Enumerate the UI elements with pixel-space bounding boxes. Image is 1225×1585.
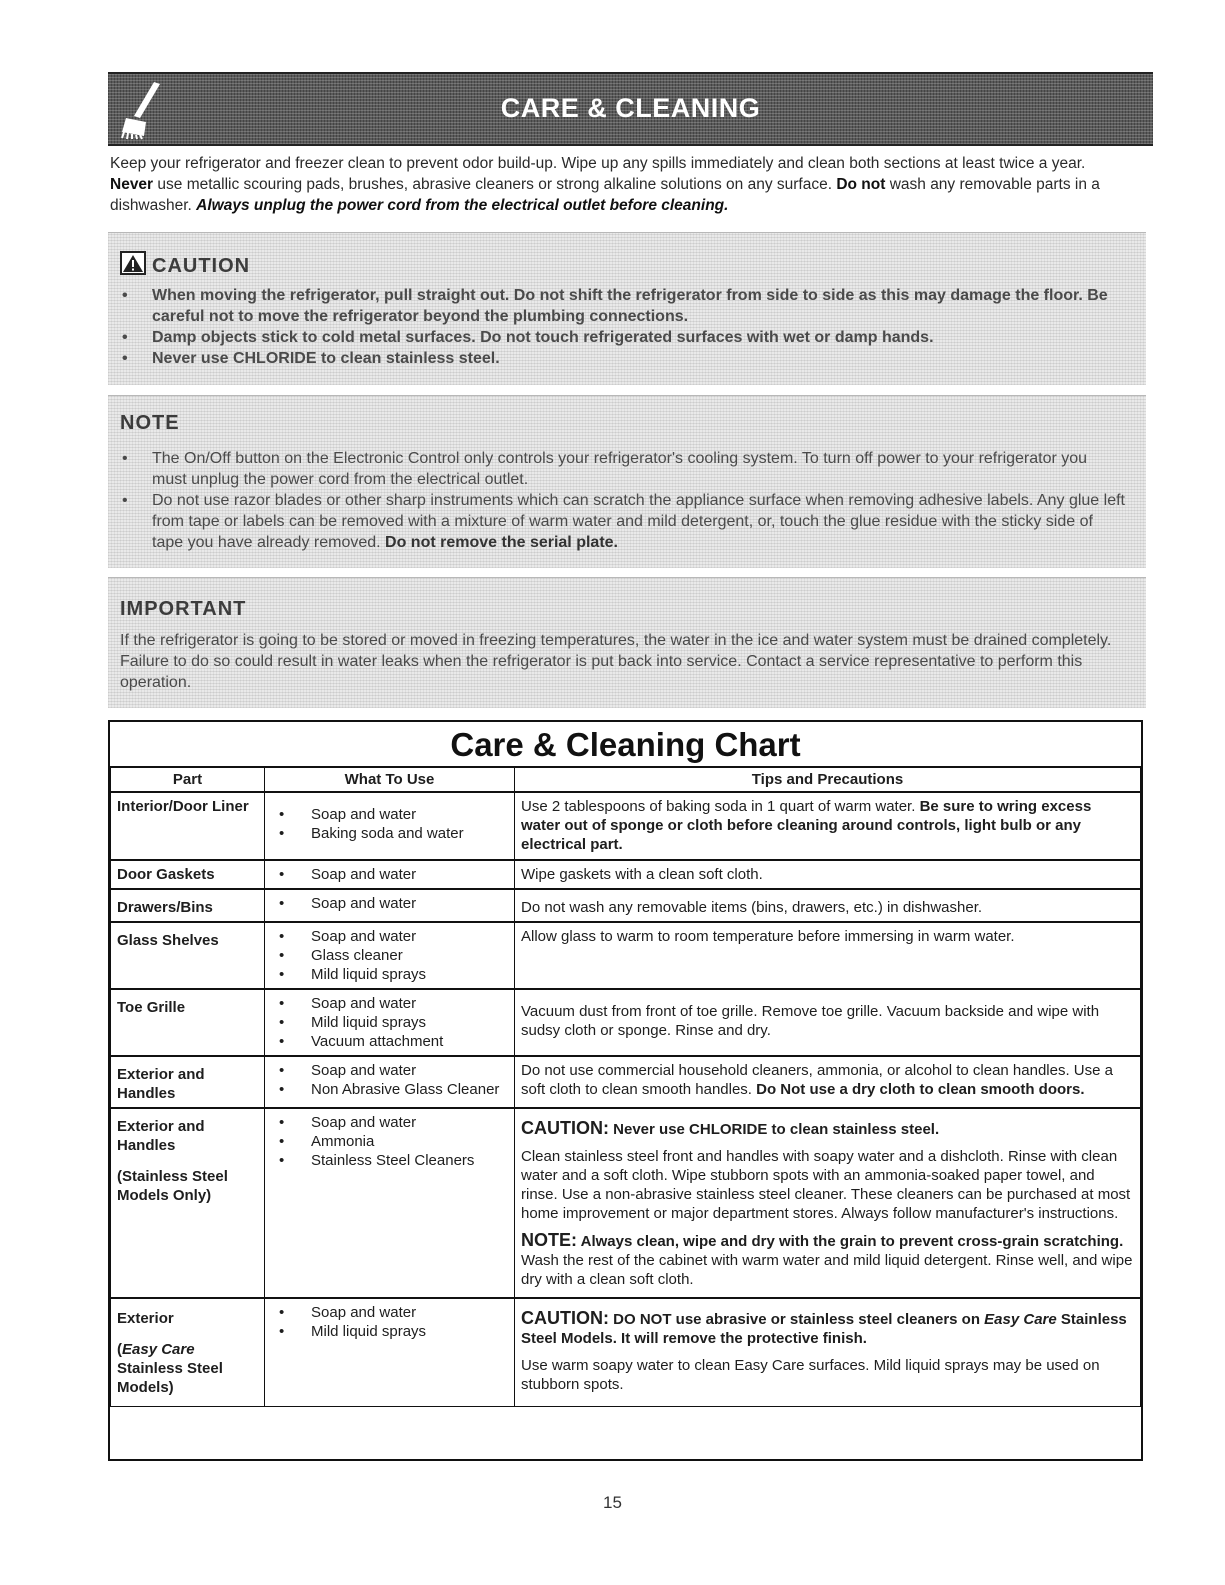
list-item: • Soap and water xyxy=(271,994,508,1013)
list-item: • Soap and water xyxy=(271,1113,508,1132)
tip-cell xyxy=(515,1108,1141,1298)
caution-title: CAUTION xyxy=(120,251,250,278)
tip-paragraph: Clean stainless steel front and handles with soapy water and a dishcloth. Rinse with clean water and a soft cloth. Wipe stubborn spots with an ammonia-soaked paper towel, and rinse. Use a non-abrasive stainless steel cleaner. These cleaners can be purchased at most home improvement or major department stores. Always follow manufacturer's instructions. xyxy=(521,1148,1131,1222)
list-item: • Glass cleaner xyxy=(271,946,508,965)
tip-cell: Do not use commercial household cleaners, ammonia, or alcohol to clean handles. Use a soft cloth to clean smooth handles. Do Not use a dry cloth to clean smooth doors. xyxy=(515,1056,1141,1108)
column-header: Tips and Precautions xyxy=(515,767,1141,792)
tip-cell: Use 2 tablespoons of baking soda in 1 quart of warm water. Be sure to wring excess water out of sponge or cloth before cleaning around controls, light bulb or any electrical part. xyxy=(515,792,1141,860)
list-item: • The On/Off button on the Electronic Control only controls your refrigerator's cooling system. To turn off power to your refrigerator you must unplug the power cord from the electrical outlet. xyxy=(116,448,1126,490)
part-cell: Exterior and Handles (Stainless Steel Models Only) xyxy=(111,1108,265,1298)
serial-plate-warning: Do not remove the serial plate. xyxy=(385,534,618,551)
table-row xyxy=(111,989,1141,1056)
list-item: • Never use CHLORIDE to clean stainless steel. xyxy=(116,348,1126,369)
important-title: IMPORTANT xyxy=(120,598,247,620)
use-cell xyxy=(265,989,515,1056)
list-item: • Soap and water xyxy=(271,865,508,884)
never-emphasis: Never xyxy=(110,176,154,193)
use-cell xyxy=(265,1056,515,1108)
section-banner xyxy=(108,72,1153,146)
use-cell xyxy=(265,792,515,860)
caution-note: CAUTION: Never use CHLORIDE to clean stainless steel. xyxy=(521,1118,940,1138)
intro-paragraph: Keep your refrigerator and freezer clean to prevent odor build-up. Wipe up any spills immediately and clean both sections at least twice a year. Never use metallic scouring pads, brushes, abrasive cleaners or strong alkaline solutions on any surface. Do not wash any removable parts in a dishwasher. Always unplug the power cord from the electrical outlet before cleaning. xyxy=(110,155,1100,214)
list-item: • Mild liquid sprays xyxy=(271,965,508,984)
table-row xyxy=(111,922,1141,989)
list-item: • Mild liquid sprays xyxy=(271,1322,508,1341)
part-cell: Door Gaskets xyxy=(111,860,265,889)
section-title: CARE & CLEANING xyxy=(500,93,761,123)
column-header: What To Use xyxy=(265,767,515,792)
do-not-emphasis: Do not xyxy=(836,176,886,193)
table-header-row xyxy=(111,767,1141,792)
caution-box xyxy=(108,232,1146,385)
tip-cell: Vacuum dust from front of toe grille. Remove toe grille. Vacuum backside and wipe with sudsy cloth or sponge. Rinse and dry. xyxy=(515,989,1141,1056)
table-row xyxy=(111,1108,1141,1298)
table-row xyxy=(111,860,1141,889)
warning-icon xyxy=(120,251,146,275)
tip-cell: Allow glass to warm to room temperature before immersing in warm water. xyxy=(515,922,1141,989)
part-cell: Interior/Door Liner xyxy=(111,792,265,860)
part-cell: Glass Shelves xyxy=(111,922,265,989)
list-item: • Damp objects stick to cold metal surfaces. Do not touch refrigerated surfaces with wet or damp hands. xyxy=(116,327,1126,348)
list-item: • Do not use razor blades or other sharp instruments which can scratch the appliance surface when removing adhesive labels. Any glue left from tape or labels can be removed with a mixture of warm water and mild detergent, or, touch the glue residue with the sticky side of tape you have already removed. Do not remove the serial plate. xyxy=(116,490,1126,553)
table-row xyxy=(111,889,1141,922)
list-item: • Soap and water xyxy=(271,927,508,946)
use-cell xyxy=(265,1298,515,1407)
note-list xyxy=(116,448,1126,553)
use-cell xyxy=(265,889,515,922)
use-cell xyxy=(265,922,515,989)
list-item: • Mild liquid sprays xyxy=(271,1013,508,1032)
part-cell: Exterior (Easy Care Stainless Steel Models) xyxy=(111,1298,265,1407)
list-item: • Stainless Steel Cleaners xyxy=(271,1151,508,1170)
care-cleaning-chart xyxy=(108,720,1143,1461)
table-row xyxy=(111,1298,1141,1407)
use-cell xyxy=(265,1108,515,1298)
page-number: 15 xyxy=(603,1493,622,1512)
part-subtitle: (Stainless Steel Models Only) xyxy=(117,1168,228,1204)
grain-note: NOTE: Always clean, wipe and dry with the grain to prevent cross-grain scratching. Wash the rest of the cabinet with warm water and mild liquid detergent. Rinse well, and wipe dry with a clean soft cloth. xyxy=(521,1230,1133,1288)
part-subtitle: (Easy Care Stainless Steel Models) xyxy=(117,1341,223,1396)
caution-list xyxy=(116,285,1126,369)
chart-title: Care & Cleaning Chart xyxy=(450,726,801,763)
list-item: • Soap and water xyxy=(271,805,508,824)
table-row xyxy=(111,1056,1141,1108)
list-item: • When moving the refrigerator, pull straight out. Do not shift the refrigerator from side to side as this may damage the floor. Be careful not to move the refrigerator beyond the plumbing connections. xyxy=(116,285,1126,327)
list-item: • Soap and water xyxy=(271,1303,508,1322)
list-item: • Baking soda and water xyxy=(271,824,508,843)
list-item: • Non Abrasive Glass Cleaner xyxy=(271,1080,508,1099)
important-box xyxy=(108,577,1146,708)
tip-cell: Wipe gaskets with a clean soft cloth. xyxy=(515,860,1141,889)
tip-cell: Do not wash any removable items (bins, drawers, etc.) in dishwasher. xyxy=(515,889,1141,922)
caution-note: CAUTION: DO NOT use abrasive or stainless steel cleaners on Easy Care Stainless Steel Models. It will remove the protective finish. xyxy=(521,1308,1127,1347)
part-cell: Toe Grille xyxy=(111,989,265,1056)
list-item: • Soap and water xyxy=(271,894,508,913)
use-cell xyxy=(265,860,515,889)
list-item: • Vacuum attachment xyxy=(271,1032,508,1051)
part-cell: Drawers/Bins xyxy=(111,889,265,922)
tip-cell xyxy=(515,1298,1141,1407)
table-row xyxy=(111,792,1141,860)
unplug-warning: Always unplug the power cord from the electrical outlet before cleaning. xyxy=(196,197,729,214)
column-header: Part xyxy=(111,767,265,792)
care-table xyxy=(110,766,1141,1407)
tip-paragraph: Use warm soapy water to clean Easy Care surfaces. Mild liquid sprays may be used on stubborn spots. xyxy=(521,1357,1100,1393)
note-box xyxy=(108,395,1146,568)
note-title: NOTE xyxy=(120,412,180,434)
part-cell: Exterior and Handles xyxy=(111,1056,265,1108)
list-item: • Soap and water xyxy=(271,1061,508,1080)
list-item: • Ammonia xyxy=(271,1132,508,1151)
important-text: If the refrigerator is going to be stored or moved in freezing temperatures, the water in the ice and water system must be drained completely. Failure to do so could result in water leaks when the refrigerator is put back into service. Contact a service representative to perform this operation. xyxy=(120,632,1112,691)
